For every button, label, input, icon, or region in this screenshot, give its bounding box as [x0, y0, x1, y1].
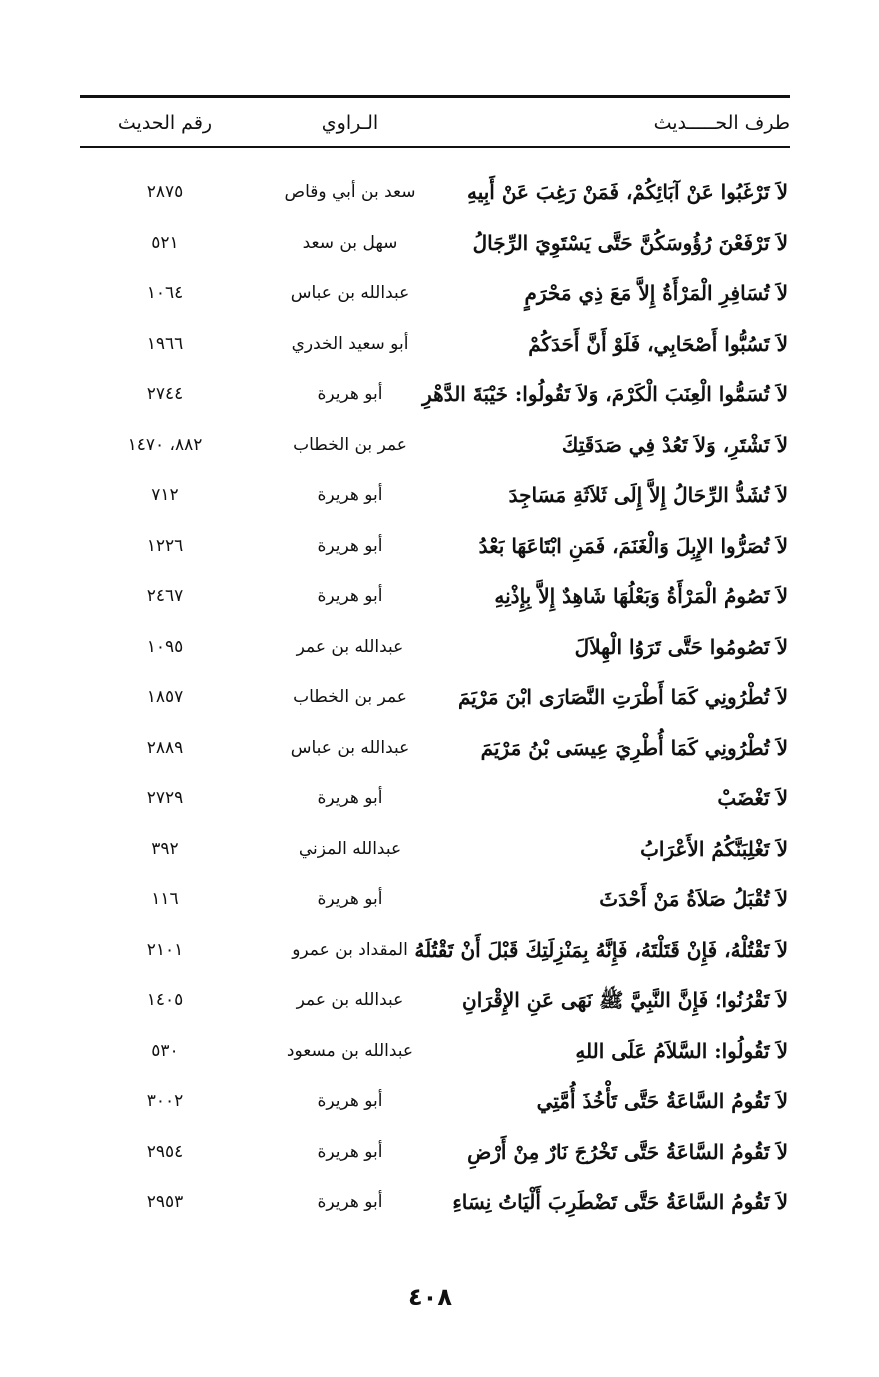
table-row	[80, 1127, 790, 1178]
narrator: أبو هريرة	[317, 788, 383, 808]
hadith-table	[80, 167, 790, 1228]
table-row	[80, 975, 790, 1026]
hadith-text: لاَ تَرْفَعْنَ رُؤُوسَكُنَّ حَتَّى يَسْتَوِيَ الرِّجَالُ	[472, 230, 788, 255]
hadith-number: ١٩٦٦	[146, 333, 184, 354]
hadith-number: ١٠٩٥	[146, 636, 184, 657]
header-rawi: الـراوي	[321, 112, 379, 134]
narrator: أبو هريرة	[317, 1192, 383, 1212]
narrator: سهل بن سعد	[302, 232, 398, 253]
hadith-text: لاَ تُقْبَلُ صَلاَةُ مَنْ أَحْدَثَ	[599, 887, 788, 911]
narrator: المقداد بن عمرو	[292, 939, 408, 960]
hadith-text: لاَ تَصُومُوا حَتَّى تَرَوُا الْهِلاَلَ	[574, 634, 788, 659]
hadith-number: ٢٩٥٤	[146, 1141, 184, 1162]
hadith-number: ٥٣٠	[151, 1040, 179, 1061]
hadith-number: ١٨٥٧	[146, 687, 184, 707]
hadith-text: لاَ تَقُومُ السَّاعَةُ حَتَّى تَأْخُذَ أُمَّتِي	[536, 1089, 788, 1113]
hadith-text: لاَ تُطْرُونِي كَمَا أُطْرِيَ عِيسَى بْنُ مَرْيَمَ	[480, 735, 788, 760]
table-row	[80, 1076, 790, 1127]
narrator: أبو هريرة	[317, 889, 383, 909]
hadith-text: لاَ تَغْلِبَنَّكُمُ الأَعْرَابُ	[640, 836, 788, 861]
table-row	[80, 470, 790, 521]
table-row	[80, 268, 790, 319]
table-row	[80, 1177, 790, 1228]
table-row	[80, 622, 790, 673]
table-row	[80, 1026, 790, 1077]
table-row	[80, 319, 790, 370]
hadith-text: لاَ تَشْتَرِ، وَلاَ تَعُدْ فِي صَدَقَتِكَ	[561, 432, 788, 457]
table-header	[80, 104, 790, 142]
table-row	[80, 874, 790, 925]
narrator: أبو هريرة	[317, 1091, 383, 1111]
hadith-text: لاَ تَغْضَبْ	[717, 786, 788, 810]
hadith-number: ٢٩٥٣	[146, 1192, 184, 1212]
hadith-text: لاَ تَقُومُ السَّاعَةُ حَتَّى تَخْرُجَ نَارٌ مِنْ أَرْضِ	[467, 1139, 788, 1164]
narrator: عبدالله بن عباس	[290, 737, 410, 758]
hadith-number: ٣٩٢	[151, 838, 179, 859]
hadith-number: ٢٤٦٧	[146, 586, 184, 606]
narrator: عبدالله بن عمر	[296, 990, 404, 1010]
table-row	[80, 672, 790, 723]
hadith-text: لاَ تُسَمُّوا الْعِنَبَ الْكَرْمَ، وَلاَ تَقُولُوا: خَيْبَةَ الدَّهْرِ	[422, 382, 788, 406]
table-row	[80, 723, 790, 774]
hadith-number: ٢١٠١	[146, 939, 184, 960]
hadith-text: لاَ تَصُومُ الْمَرْأَةُ وَبَعْلُهَا شَاهِدٌ إِلاَّ بِإِذْنِهِ	[494, 584, 788, 608]
narrator: أبو هريرة	[317, 586, 383, 606]
header-rule	[80, 146, 790, 148]
hadith-number: ٣٠٠٢	[146, 1091, 184, 1111]
page-number: ٤٠٨	[408, 1283, 452, 1311]
table-row	[80, 521, 790, 572]
hadith-text: لاَ تُصَرُّوا الإِبِلَ وَالْغَنَمَ، فَمَنِ ابْتَاعَهَا بَعْدُ	[478, 533, 788, 558]
hadith-text: لاَ تَقْرُنُوا؛ فَإِنَّ النَّبِيَّ ﷺ نَهَى عَنِ الإِقْرَانِ	[462, 988, 788, 1012]
table-row	[80, 824, 790, 875]
header-number: رقم الحديث	[117, 112, 213, 134]
narrator: سعد بن أبي وقاص	[284, 182, 416, 202]
narrator: أبو هريرة	[317, 1141, 383, 1162]
table-row	[80, 167, 790, 218]
hadith-number: ١٤٠٥	[146, 990, 184, 1010]
hadith-number: ٢٨٧٥	[146, 182, 184, 202]
header-hadith: طرف الحـــــديث	[653, 112, 790, 134]
hadith-number: ٧١٢	[151, 485, 179, 505]
hadith-text: لاَ تَسُبُّوا أَصْحَابِي، فَلَوْ أَنَّ أَحَدَكُمْ	[528, 331, 788, 356]
narrator: أبو هريرة	[317, 535, 383, 556]
narrator: عبدالله بن عباس	[290, 283, 410, 303]
hadith-number: ١٠٦٤	[146, 283, 184, 303]
hadith-number: ١١٦	[151, 889, 179, 909]
narrator: أبو سعيد الخدري	[291, 333, 409, 354]
hadith-text: لاَ تُسَافِرِ الْمَرْأَةُ إِلاَّ مَعَ ذِي مَحْرَمٍ	[524, 281, 788, 305]
top-rule	[80, 95, 790, 98]
hadith-number: ٨٨٢، ١٤٧٠	[127, 434, 203, 455]
hadith-number: ٥٢١	[151, 232, 179, 253]
narrator: عمر بن الخطاب	[293, 687, 407, 707]
hadith-text: لاَ تَقُومُ السَّاعَةُ حَتَّى تَضْطَرِبَ أَلْيَاتُ نِسَاءِ	[452, 1190, 788, 1214]
hadith-text: لاَ تَرْغَبُوا عَنْ آبَائِكُمْ، فَمَنْ رَغِبَ عَنْ أَبِيهِ	[466, 180, 788, 204]
narrator: عبدالله المزني	[298, 838, 402, 859]
narrator: أبو هريرة	[317, 384, 383, 404]
table-row	[80, 218, 790, 269]
hadith-text: لاَ تَقْتُلْهُ، فَإِنْ قَتَلْتَهُ، فَإِنَّهُ بِمَنْزِلَتِكَ قَبْلَ أَنْ تَقْتُلَهُ	[414, 937, 788, 962]
narrator: أبو هريرة	[317, 485, 383, 505]
table-row	[80, 571, 790, 622]
table-row	[80, 773, 790, 824]
table-row	[80, 420, 790, 471]
table-row	[80, 369, 790, 420]
hadith-number: ٢٨٨٩	[146, 737, 184, 758]
narrator: عبدالله بن مسعود	[286, 1040, 414, 1061]
hadith-text: لاَ تُطْرُونِي كَمَا أَطْرَتِ النَّصَارَى ابْنَ مَرْيَمَ	[457, 685, 788, 709]
narrator: عبدالله بن عمر	[296, 636, 404, 657]
hadith-number: ٢٧٤٤	[146, 384, 184, 404]
hadith-number: ٢٧٢٩	[146, 788, 184, 808]
table-row	[80, 925, 790, 976]
hadith-number: ١٢٢٦	[146, 535, 184, 556]
hadith-text: لاَ تُشَدُّ الرِّحَالُ إِلاَّ إِلَى ثَلاَثَةِ مَسَاجِدَ	[508, 483, 788, 507]
narrator: عمر بن الخطاب	[293, 434, 407, 455]
hadith-text: لاَ تَقُولُوا: السَّلاَمُ عَلَى اللهِ	[575, 1038, 788, 1063]
